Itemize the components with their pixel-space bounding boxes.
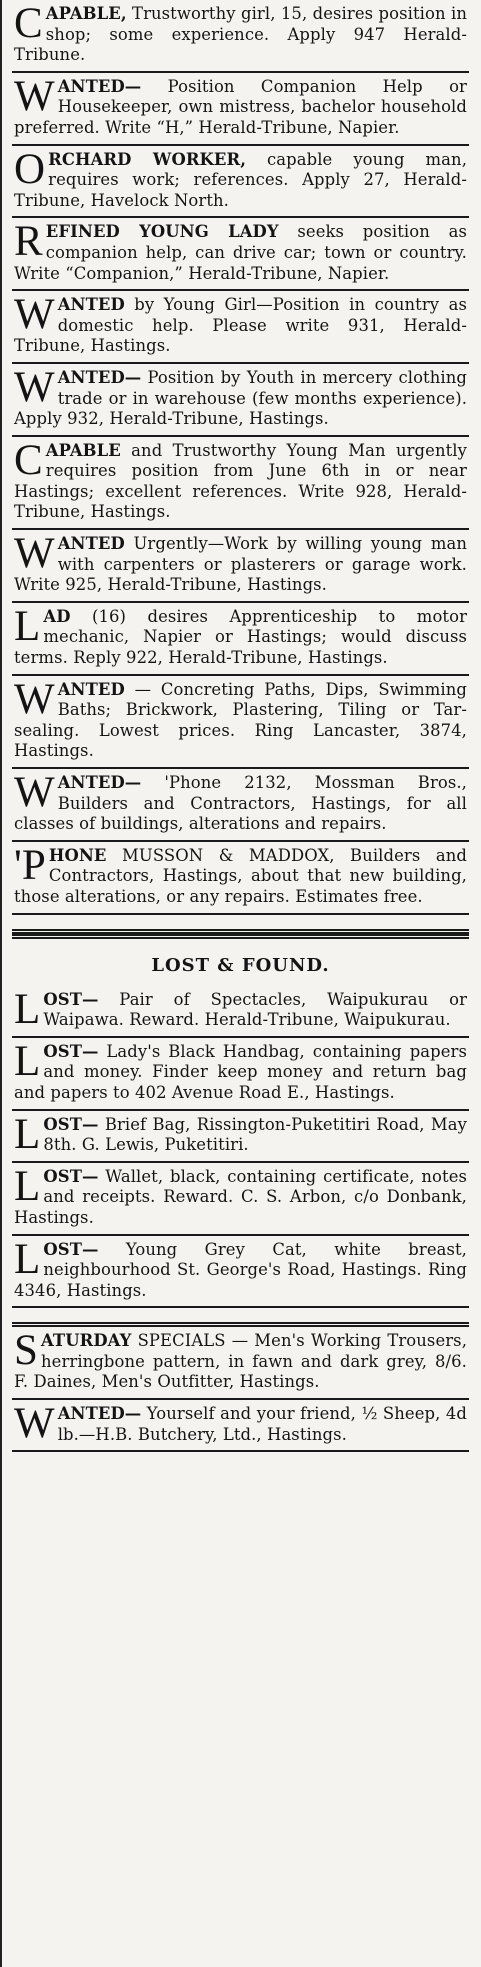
- classified-ad: [12, 769, 469, 842]
- ad-lead-words: AD: [43, 606, 71, 626]
- ad-initial-letter: L: [14, 1037, 41, 1085]
- ad-initial-letter: W: [14, 769, 55, 816]
- ad-lead-words: APABLE,: [45, 4, 127, 23]
- ad-body-text: capable young man, requires work; references. Apply 27, Herald-Tribune, Havelock North.: [14, 149, 468, 210]
- ad-initial-letter: R: [14, 218, 43, 266]
- ad-body-text: seeks position as companion help, can drive car; town or country. Write “Companion,” Herald-Tribune, Napier.: [14, 222, 467, 283]
- ad-initial-letter: L: [14, 602, 41, 650]
- ad-lead-words: OST—: [43, 1041, 99, 1061]
- classified-ad: [12, 1111, 469, 1163]
- ad-lead-words: ANTED—: [57, 1404, 142, 1424]
- lost-found-section: [12, 986, 469, 1309]
- ad-initial-letter: 'P: [14, 841, 46, 889]
- ad-body-text: 'Phone 2132, Mossman Bros., Builders and Contractors, Hastings, for all classes of buildings, alterations and repairs.: [14, 773, 467, 834]
- ad-lead-words: EFINED YOUNG LADY: [45, 222, 279, 242]
- ad-lead-words: RCHARD WORKER,: [48, 149, 247, 169]
- ad-initial-letter: W: [14, 363, 55, 411]
- ad-lead-words: ANTED—: [57, 773, 142, 792]
- classified-ad: [12, 0, 469, 73]
- ad-body-text: by Young Girl—Position in country as domestic help. Please write 931, Herald-Tribune, Hastings.: [14, 295, 467, 356]
- classified-ad: [12, 1327, 469, 1400]
- ad-body-text: SPECIALS — Men's Working Trousers, herringbone pattern, in fawn and dark grey, 8/6. F. Daines, Men's Outfitter, Hastings.: [14, 1331, 467, 1392]
- classified-ad: [12, 1400, 469, 1452]
- lost-found-heading: LOST & FOUND.: [12, 934, 469, 986]
- classified-ad: [12, 603, 469, 676]
- ad-initial-letter: W: [14, 675, 55, 723]
- classified-ad: [12, 986, 469, 1038]
- ad-lead-words: OST—: [43, 989, 99, 1009]
- ad-lead-words: APABLE: [45, 440, 121, 460]
- ad-initial-letter: W: [14, 72, 55, 120]
- classified-ad: [12, 437, 469, 530]
- ad-lead-words: OST—: [43, 1114, 99, 1134]
- ad-body-text: Trustworthy girl, 15, desires position in shop; some experience. Apply 947 Herald-Tribune.: [14, 4, 468, 65]
- classified-ad: [12, 530, 469, 603]
- ad-body-text: Position by Youth in mercery clothing trade or in warehouse (few months experience). Apply 932, Herald-Tribune, Hastings.: [14, 367, 467, 429]
- ad-body-text: (16) desires Apprenticeship to motor mechanic, Napier or Hastings; would discuss terms. Reply 922, Herald-Tribune, Hastings.: [14, 606, 468, 668]
- ad-initial-letter: C: [14, 0, 43, 47]
- ad-body-text: Brief Bag, Rissington-Puketitiri Road, May 8th. G. Lewis, Puketitiri.: [43, 1114, 467, 1155]
- ad-lead-words: ANTED: [57, 679, 125, 699]
- ad-body-text: and Trustworthy Young Man urgently requires position from June 6th in or near Hastings; excellent references. Write 928, Herald-Tribune, Hastings.: [14, 440, 467, 522]
- classified-ad: [12, 1163, 469, 1236]
- ad-lead-words: OST—: [43, 1239, 99, 1259]
- ad-initial-letter: L: [14, 985, 41, 1033]
- ad-body-text: Young Grey Cat, white breast, neighbourhood St. George's Road, Hastings. Ring 4346, Hastings.: [14, 1239, 467, 1300]
- ad-body-text: Yourself and your friend, ½ Sheep, 4d lb.—H.B. Butchery, Ltd., Hastings.: [57, 1404, 468, 1444]
- ad-body-text: Position Companion Help or Housekeeper, own mistress, bachelor household preferred. Write “H,” Herald-Tribune, Napier.: [14, 76, 467, 137]
- classified-ad: [12, 291, 469, 364]
- ad-initial-letter: C: [14, 436, 43, 484]
- ad-lead-words: ANTED: [57, 534, 125, 554]
- ad-lead-words: HONE: [48, 845, 107, 865]
- ad-body-text: Pair of Spectacles, Waipukurau or Waipawa. Reward. Herald-Tribune, Waipukurau.: [43, 989, 468, 1030]
- ad-lead-words: ANTED—: [57, 76, 142, 96]
- ad-body-text: Wallet, black, containing certificate, notes and receipts. Reward. C. S. Arbon, c/o Donbank, Hastings.: [14, 1166, 468, 1227]
- ad-body-text: MUSSON & MADDOX, Builders and Contractors, Hastings, about that new building, those alterations, or any repairs. Estimates free.: [14, 845, 467, 906]
- situations-wanted-section: [12, 0, 469, 915]
- classified-ad: [12, 146, 469, 219]
- ad-body-text: Urgently—Work by willing young man with carpenters or plasterers or garage work. Write 925, Herald-Tribune, Hastings.: [14, 534, 468, 595]
- classified-ad: [12, 676, 469, 769]
- ad-initial-letter: W: [14, 1400, 55, 1448]
- ad-lead-words: ANTED: [57, 295, 125, 315]
- ad-initial-letter: W: [14, 530, 55, 578]
- ad-initial-letter: L: [14, 1110, 41, 1158]
- classified-ad: [12, 1236, 469, 1309]
- classified-ad: [12, 1038, 469, 1111]
- classified-ad: [12, 842, 469, 915]
- ad-initial-letter: S: [14, 1327, 39, 1375]
- ad-body-text: Lady's Black Handbag, containing papers and money. Finder keep money and return bag and papers to 402 Avenue Road E., Hastings.: [14, 1041, 467, 1102]
- classified-ad: [12, 73, 469, 146]
- ad-lead-words: ATURDAY: [41, 1331, 132, 1351]
- classified-ad: [12, 364, 469, 437]
- classified-ad: [12, 218, 469, 291]
- ad-initial-letter: L: [14, 1162, 41, 1210]
- ad-lead-words: ANTED—: [57, 367, 142, 387]
- ad-initial-letter: W: [14, 291, 55, 339]
- ad-body-text: — Concreting Paths, Dips, Swimming Baths; Brickwork, Plastering, Tiling or Tar-sealing. Lowest prices. Ring Lancaster, 3874, Hastings.: [14, 679, 467, 761]
- ad-initial-letter: L: [14, 1235, 41, 1283]
- ad-lead-words: OST—: [43, 1166, 99, 1186]
- specials-section: [12, 1327, 469, 1452]
- ad-initial-letter: O: [14, 145, 46, 193]
